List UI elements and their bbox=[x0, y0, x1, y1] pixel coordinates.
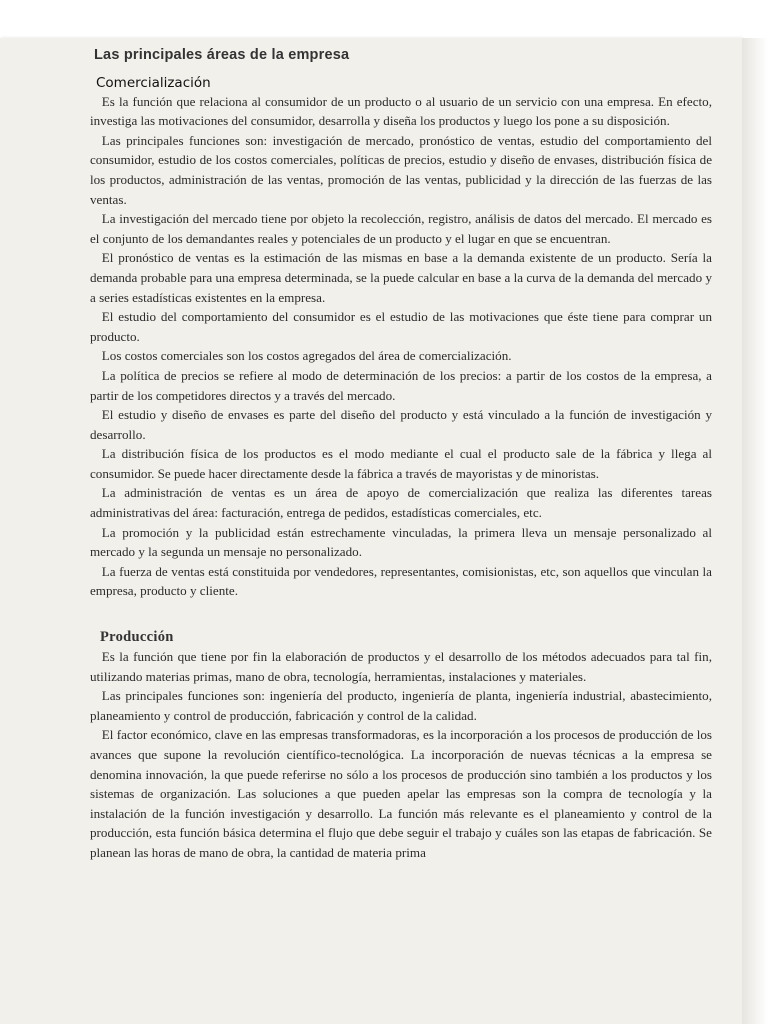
document-body bbox=[90, 46, 712, 863]
paragraph: El estudio del comportamiento del consumidor es el estudio de las motivaciones que éste tiene para comprar un producto. bbox=[90, 309, 712, 344]
paragraph: La investigación del mercado tiene por objeto la recolección, registro, análisis de datos del mercado. El mercado es el conjunto de los demandantes reales y potenciales de un producto y el lugar en que se encuentran. bbox=[90, 211, 712, 246]
paragraph: El factor económico, clave en las empresas transformadoras, es la incorporación a los procesos de producción de los avances que supone la revolución científico-tecnológica. La incorporación de nuevas técnicas a la empresa se denomina innovación, la que puede referirse no sólo a los procesos de producción sino también a los productos y los sistemas de organización. Las soluciones a que pueden apelar las empresas son la compra de tecnología y la instalación de la función investigación y desarrollo. La función más relevante es el planeamiento y control de la producción, esta función básica determina el flujo que debe seguir el trabajo y cuáles son las etapas de fabricación. Se planean las horas de mano de obra, la cantidad de materia prima bbox=[90, 727, 712, 860]
page-title: Las principales áreas de la empresa bbox=[94, 47, 350, 63]
section-heading-comercializacion: Comercialización bbox=[96, 74, 211, 91]
paragraph: La política de precios se refiere al modo de determinación de los precios: a partir de los costos de la empresa, a partir de los competidores directos y a través del mercado. bbox=[90, 367, 712, 403]
paragraph: Los costos comerciales son los costos agregados del área de comercialización. bbox=[101, 348, 512, 364]
paragraph: Es la función que relaciona al consumidor de un producto o al usuario de un servicio con una empresa. En efecto, investiga las motivaciones del consumidor, desarrolla y diseña los productos y luego los pone a su disposición. bbox=[90, 93, 712, 129]
page-edge bbox=[742, 38, 768, 1024]
paragraph: La fuerza de ventas está constituida por vendedores, representantes, comisionistas, etc, son aquellos que vinculan la empresa, producto y cliente. bbox=[90, 563, 712, 599]
paragraph: Es la función que tiene por fin la elaboración de productos y el desarrollo de los métodos adecuados para tal fin, utilizando materias primas, mano de obra, tecnología, herramientas, instalaciones y materiales. bbox=[90, 649, 712, 684]
paragraph: La promoción y la publicidad están estrechamente vinculadas, la primera lleva un mensaje personalizado al mercado y la segunda un mensaje no personalizado. bbox=[90, 524, 712, 560]
paragraph: El pronóstico de ventas es la estimación de las mismas en base a la demanda existente de un producto. Sería la demanda probable para una empresa determinada, se la puede calcular en base a la curva de la demanda del mercado y a series estadísticas existentes en la empresa. bbox=[90, 250, 712, 305]
paragraph: Las principales funciones son: ingeniería del producto, ingeniería de planta, ingeniería industrial, abastecimiento, planeamiento y control de producción, fabricación y control de la calidad. bbox=[90, 688, 712, 723]
paragraph: El estudio y diseño de envases es parte del diseño del producto y está vinculado a la función de investigación y desarrollo. bbox=[90, 407, 712, 442]
section-heading-produccion: Producción bbox=[100, 629, 174, 646]
paragraph: La administración de ventas es un área de apoyo de comercialización que realiza las diferentes tareas administrativas del área: facturación, entrega de pedidos, estadísticas comerciales, etc. bbox=[90, 485, 712, 521]
paragraph: La distribución física de los productos es el modo mediante el cual el producto sale de la fábrica y llega al consumidor. Se puede hacer directamente desde la fábrica a través de mayoristas y de minoristas. bbox=[90, 446, 712, 481]
paragraph: Las principales funciones son: investigación de mercado, pronóstico de ventas, estudio del comportamiento del consumidor, estudio de los costos comerciales, políticas de precios, estudio y diseño de envases, distribución física de los productos, administración de las ventas, promoción de las ventas, publicidad y la dirección de las fuerzas de las ventas. bbox=[90, 132, 712, 207]
